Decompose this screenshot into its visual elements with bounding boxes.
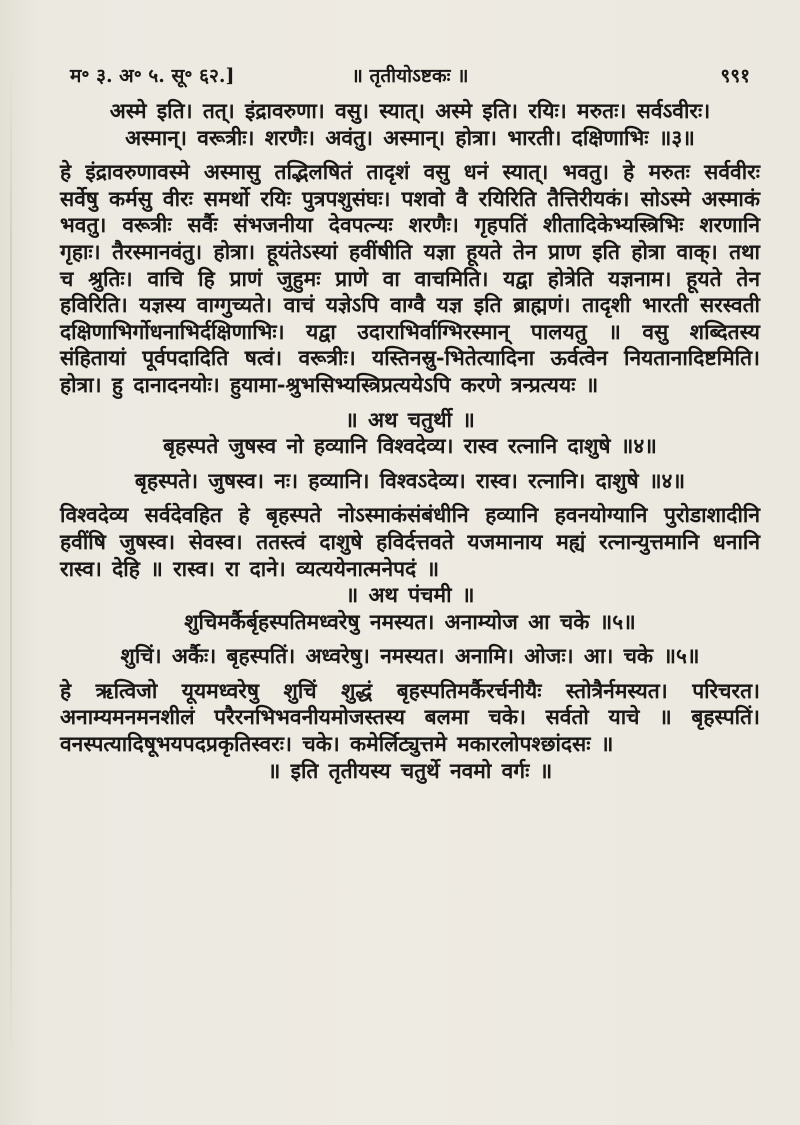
commentary-paragraph: हे इंद्रावरुणावस्मे अस्मासु तद्भिलषितं तादृशं वसु धनं स्यात्। भवतु। हे मरुतः सर्ववीरः सर्वेषु कर्मसु वीरः समर्थो रयिः पुत्रपशुसंघः। पशवो वै रयिरिति तैत्तिरीयकं। सोऽस्मे अस्माकं भवतु। वरूत्रीः सर्वैः संभजनीया देवपत्न्यः शरणैः। गृहपतिं शीतादिकेभ्यस्त्रिभिः शरणानि गृहाः। तैरस्मानवंतु। होत्रा। हूयंतेऽस्यां हवींषीति यज्ञा हूयते तेन प्राण इति होत्रा वाक्। तथा च श्रुतिः। वाचि हि प्राणं जुहुमः प्राणे वा वाचमिति। यद्वा होत्रेति यज्ञनाम। हूयते तेन हविरिति। यज्ञस्य वाग्गुच्यते। वाचं यज्ञेऽपि वाग्वै यज्ञ इति ब्राह्मणं। तादृशी भारती सरस्वती दक्षिणाभिर्गोधनाभिर्दक्षिणाभिः। यद्वा उदाराभिर्वाग्भिरस्मान् पालयतु ॥ वसु शब्दितस्य संहितायां पूर्वपदादिति षत्वं। वरूत्रीः। यस्तिनस्रु-भितेत्यादिना ऊर्वत्वेन नियतानादिष्टमिति। होत्रा। हु दानादनयोः। हुयामा-श्रुभसिभ्यस्त्रिप्रत्ययेऽपि करणे त्रन्प्रत्ययः ॥ — [60, 159, 760, 397]
page-edge-shadow — [10, 60, 12, 1060]
pada-patha-line: अस्मान्। वरूत्रीः। शरणैः। अवंतु। अस्मान्। होत्रा। भारती। दक्षिणाभिः ॥३॥ — [125, 124, 695, 150]
page-number: ९९१ — [720, 65, 750, 87]
pada-patha-line: अस्मे इति। तत्। इंद्रावरुणा। वसु। स्यात्। अस्मे इति। रयिः। मरुतः। सर्वऽवीरः। — [109, 98, 711, 123]
colophon: ॥ इति तृतीयस्य चतुर्थे नवमो वर्गः ॥ — [267, 757, 553, 783]
commentary-paragraph: हे ऋत्विजो यूयमध्वरेषु शुचिं शुद्धं बृहस्पतिमर्कैरर्चनीयैः स्तोत्रैर्नमस्यत। परिचरत। अनाम्यमनमनशीलं परैरनभिभवनीयमोजस्तस्य बलमा चके। सर्वतो याचे ॥ बृहस्पतिं। वनस्पत्यादिषूभयपदप्रकृतिस्वरः। चके। कमेर्लिट्युत्तमे मकारलोपश्छांदसः ॥ — [60, 677, 760, 757]
commentary-paragraph: विश्वदेव्य सर्वदेवहित हे बृहस्पते नोऽस्माकंसंबंधीनि हव्यानि हवनयोग्यानि पुरोडाशादीनि हवींषि जुषस्व। सेवस्व। ततस्त्वं दाशुषे हविर्दत्तवते यजमानाय मह्यं रत्नान्युत्तमानि धनानि रास्व। देहि ॥ रास्व। रा दाने। व्यत्ययेनात्मनेपदं ॥ — [60, 502, 760, 581]
header-title: ॥ तृतीयोऽष्टकः ॥ — [351, 65, 469, 87]
pada-patha-line: शुचिं। अर्कैः। बृहस्पतिं। अध्वरेषु। नमस्यत। अनामि। ओजः। आ। चके ॥५॥ — [120, 643, 700, 669]
section-heading: ॥ अथ चतुर्थी ॥ — [345, 406, 475, 432]
pada-patha-line: बृहस्पते। जुषस्व। नः। हव्यानि। विश्वऽदेव्य। रास्व। रत्नानि। दाशुषे ॥४॥ — [134, 467, 686, 493]
mantra-verse: शुचिमर्कैर्बृहस्पतिमध्वरेषु नमस्यत। अनाम्योज आ चके ॥५॥ — [184, 608, 636, 634]
body-text — [60, 98, 760, 784]
section-heading: ॥ अथ पंचमी ॥ — [345, 582, 475, 608]
mantra-verse: बृहस्पते जुषस्व नो हव्यानि विश्वदेव्य। रास्व रत्नानि दाशुषे ॥४॥ — [163, 433, 657, 459]
header-reference: म॰ ३. अ॰ ५. सू॰ ६२.] — [70, 65, 235, 87]
running-header — [70, 62, 750, 96]
